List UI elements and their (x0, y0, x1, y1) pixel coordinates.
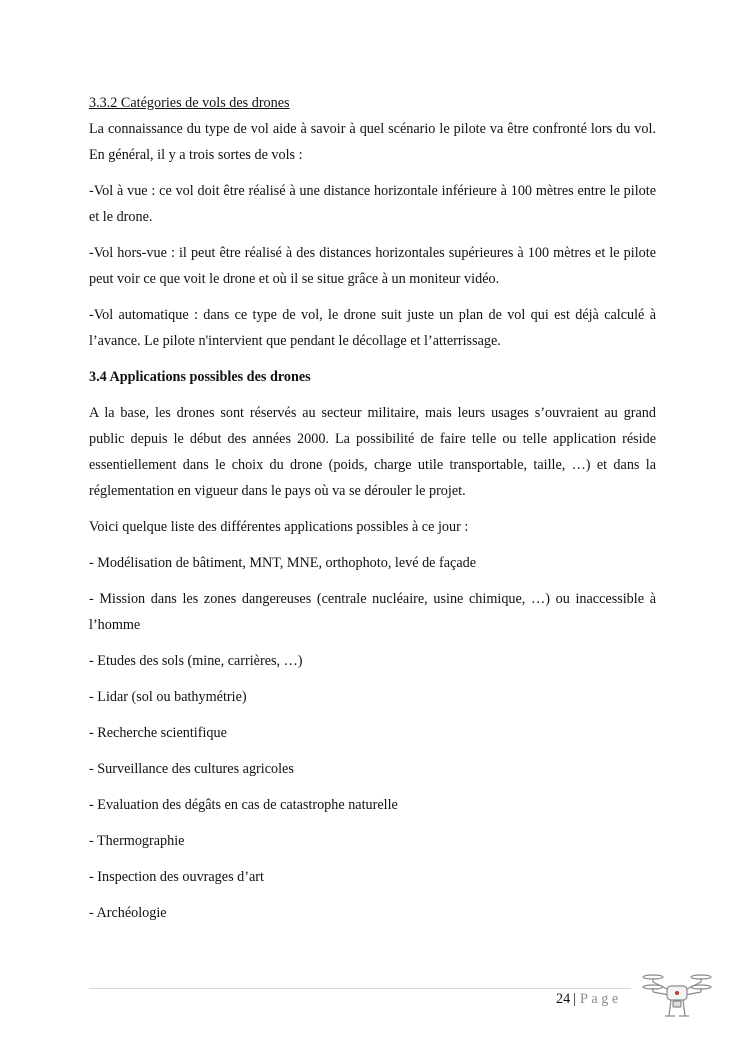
list-item: - Thermographie (89, 833, 185, 849)
flight-type-vol-automatique: -Vol automatique : dans ce type de vol, le drone suit juste un plan de vol qui est déjà calculé à l’avance. Le pilote n'intervient que pendant le décollage et l’atterrissage. (89, 307, 656, 349)
list-item: - Recherche scientifique (89, 725, 227, 741)
flight-type-vol-a-vue: -Vol à vue : ce vol doit être réalisé à une distance horizontale inférieure à 100 mètres entre le pilote et le drone. (89, 183, 656, 225)
footer-divider (89, 988, 631, 989)
paragraph-applications: A la base, les drones sont réservés au secteur militaire, mais leurs usages s’ouvraient au grand public depuis le début des années 2000. La possibilité de faire telle ou telle application réside essentiellement dans le choix du drone (poids, charge utile transportable, taille, …) et dans la réglementation en vigueur dans le pays où va se dérouler le projet. (89, 405, 656, 499)
flight-type-vol-hors-vue: -Vol hors-vue : il peut être réalisé à des distances horizontales supérieures à 100 mètres et le pilote peut voir ce que voit le drone et où il se situe grâce à un moniteur vidéo. (89, 245, 656, 287)
page-label: Page (580, 991, 622, 1007)
list-item: - Modélisation de bâtiment, MNT, MNE, orthophoto, levé de façade (89, 555, 477, 571)
page-number: 24 (556, 991, 571, 1007)
footer-separator: | (573, 991, 577, 1007)
list-intro: Voici quelque liste des différentes applications possibles à ce jour : (89, 519, 469, 535)
list-item: - Surveillance des cultures agricoles (89, 761, 294, 777)
list-item: - Etudes des sols (mine, carrières, …) (89, 653, 303, 669)
list-item: - Lidar (sol ou bathymétrie) (89, 689, 247, 705)
list-item: - Archéologie (89, 905, 167, 921)
section-heading: 3.4 Applications possibles des drones (89, 369, 311, 385)
list-item: - Inspection des ouvrages d’art (89, 869, 264, 885)
list-item: - Mission dans les zones dangereuses (centrale nucléaire, usine chimique, …) ou inaccessible à l’homme (89, 591, 656, 633)
page-content (89, 90, 656, 936)
list-item: - Evaluation des dégâts en cas de catastrophe naturelle (89, 797, 398, 813)
paragraph-intro: La connaissance du type de vol aide à savoir à quel scénario le pilote va être confronté lors du vol. En général, il y a trois sortes de vols : (89, 121, 656, 163)
drone-icon (641, 968, 713, 1024)
page-footer (556, 990, 622, 1008)
subsection-heading: 3.3.2 Catégories de vols des drones (89, 95, 290, 111)
